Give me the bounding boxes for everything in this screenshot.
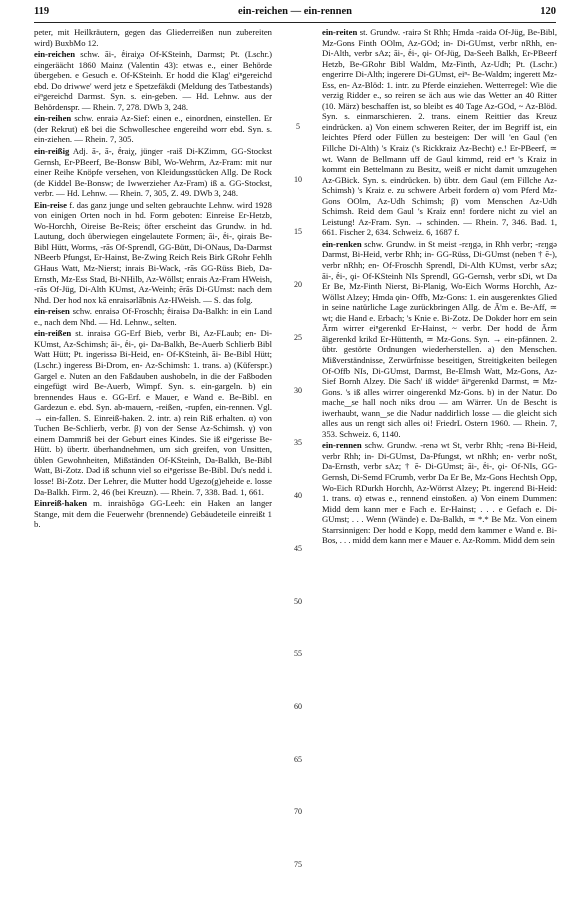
line-number (285, 407, 311, 418)
line-number (285, 101, 311, 112)
line-number (285, 533, 311, 544)
line-number (285, 586, 311, 597)
line-number (285, 312, 311, 323)
line-number (285, 449, 311, 460)
line-number (285, 839, 311, 850)
entry-headword: ein-reißig (34, 146, 70, 157)
line-number: 40 (294, 491, 302, 501)
entry-headword: ein-rennen (322, 440, 362, 451)
line-number (285, 322, 311, 333)
entry-headword: ein-reiten (322, 27, 358, 37)
line-number (285, 871, 311, 882)
line-number (285, 48, 311, 59)
entry-headword: ein-renken (322, 238, 362, 249)
line-number (285, 797, 311, 808)
running-title: ein-reichen — ein-rennen (238, 6, 352, 17)
line-number (285, 734, 311, 745)
dictionary-entry (34, 498, 272, 530)
line-number (285, 196, 311, 207)
line-number (285, 301, 311, 312)
line-number (285, 132, 311, 143)
entry-headword: Einreiß-haken (34, 498, 88, 509)
dictionary-entry (34, 49, 272, 112)
dictionary-entry (34, 27, 272, 48)
entry-text: schw. enraiə Az-Sief: einen e., einordnen, einstellen. Er (der Rekrut) eß bei die Schwolleschee engereihd worr ebd. Syn. s. ein-ziehen. — Rhein. 7, 305. (34, 113, 272, 145)
line-number: 20 (294, 280, 302, 290)
entry-text: peter, mit Heilkräutern, gegen das Gliederreißen nun zubereiten wird) BuxbMo 12. (34, 27, 272, 48)
right-column (322, 27, 557, 546)
line-number (285, 618, 311, 629)
line-number (285, 850, 311, 861)
line-number (285, 217, 311, 228)
line-number (285, 59, 311, 70)
line-number (285, 660, 311, 671)
line-number: 50 (294, 596, 302, 606)
line-number (285, 554, 311, 565)
line-number (285, 291, 311, 302)
line-number (285, 892, 311, 903)
line-number (285, 818, 311, 829)
line-number-gutter (285, 27, 311, 913)
line-number (285, 512, 311, 523)
line-number (285, 681, 311, 692)
dictionary-entry (34, 200, 272, 305)
line-number: 5 (296, 121, 300, 131)
line-number (285, 428, 311, 439)
line-number: 55 (294, 649, 302, 659)
dictionary-entry (34, 306, 272, 327)
dictionary-entry (34, 146, 272, 199)
line-number (285, 723, 311, 734)
entry-headword: ein-reichen (34, 49, 76, 60)
line-number: 65 (294, 754, 302, 764)
line-number (285, 670, 311, 681)
entry-headword: ein-reisen (34, 306, 70, 317)
line-number (285, 481, 311, 492)
line-number: 15 (294, 227, 302, 237)
line-number (285, 565, 311, 576)
line-number (285, 38, 311, 49)
entry-headword: Ein-reise (34, 199, 67, 210)
line-number (285, 80, 311, 91)
line-number (285, 713, 311, 724)
line-number (285, 502, 311, 513)
line-number (285, 575, 311, 586)
line-number (285, 206, 311, 217)
line-number: 75 (294, 860, 302, 870)
line-number (285, 343, 311, 354)
line-number (285, 238, 311, 249)
dictionary-entry (322, 440, 557, 545)
entry-headword: ein-reißen (34, 328, 72, 339)
line-number: 25 (294, 332, 302, 342)
line-number (285, 829, 311, 840)
left-page-number: 119 (34, 6, 50, 17)
left-column (34, 27, 272, 530)
entry-text: m. inraishōgə GG-Leeh: ein Haken an langer Stange, mit dem die Feuerwehr (brennende) Gebäudeteile einreißt 1 b. (34, 498, 272, 530)
line-number (285, 523, 311, 534)
line-number (285, 765, 311, 776)
line-number: 70 (294, 807, 302, 817)
line-number (285, 902, 311, 913)
line-number (285, 786, 311, 797)
line-number (285, 470, 311, 481)
entry-text: f. das ganz junge und selten gebrauchte Lehnw. wird 1928 von einigen Orten noch in hd. Form geboten: Einreise Er-Hetzb, Wo-Horchh, Oireise Be-Reis; öfter erscheint das Grundw. in hd. Lautung, doch überwiegen eingelautete Formen; āi-, ḗi-, ǫirais Be-Bibl Hütt, Worms, -rās Of-Sprendl, GG-Bütt, Di-ONaus, Da-Darmst NBeerb Pfungst, Er-Hainst, Be-Zwing Reich Reis Birk GRohr Fehlh GHaus Watt, Mz-Nierst; inrais Bi-Wack, -rās GG-Rüss Bieb, Da-Ernsth, Mz-Ess Stad, Bi-NHilb, Az-Wöllst; enrais Az-Fram HWeish, -rās Of-Jüg, Di-Alth KUmst, Az-Weinh; ērās Di-GUmst: nach dem Nhd. Der hod nox kā enraisərlā̈bnis Az-HWeish. — S. das folg. (34, 199, 272, 305)
line-number (285, 396, 311, 407)
entry-text: schw. Grundw. -renə wt St, verbr Rhh; -renə Bi-Heid, verbr Rhh; in- Di-GUmst, Da-Pfungst, wt nRhh; en- verbr noSt, Da-Ernsth, verbr sAz; † ē- Di-GUmst; āi-, ḗi-, ǫi- Of-NIs, GG-Gernsh, Di-Semd FCrumb, verbr Da Er Be, Mz-Gons Hechtsh Opp, Wo-Eich RDurkh Horchh, Az-Wörrst Alzey; Pt. ingerɛnd Bi-Heid: 1. trans. α) etwas e., rennend einstoßen. a) Von einem Dummen: Midd dem kann mer e Fach e. Er-Hainst; . . . e Gefach e. Di-GUmst; . . . Wenn (Wände) e. Da-Balkh, ≃ *.* Be Mz. Von einem Starrsinnigen: Der hodd e Kopp, medd dem kammer e Wand e. Bi-Bos, . . . midd dem kann mer e Mauer e. Az-Romm. Midd dem sein (322, 440, 557, 546)
entry-text: st. Grundw. -rairə St Rhh; Hmda -raidə Of-Jüg, Be-Bibl, Mz-Gons Finth OOlm, Az-GOd; in- Di-GUmst, verbr nRhh, en- Di-Alth, verbr sAz; āi-, ḗi-, ǫi- Of-Jüg, Da-Seeh Balkh, Er-PBeerf Hetzb, Be-GRohr Bibl Waldm, Mz-Finth, Az-Udh; Pt. (Lschr.) engerirre Di-Alth; ingerere Di-GUmst, eiⁿ- Be-Waldm; ingerett Mz-Ess, en- Az-Blöd: 1. intr. zu Pferde einziehen. Wetterregel: Wie die verzig Ridder e., so reiren se äch aus wie das Wetter an 40 Ritter (10. März) beschaffen ist, so bleibt es 40 Tage Az-GOd, ~ Az-Blöd. Syn. s. einmarschieren. 2. trans. einem Reittier das Kreuz eindrücken. a) Von einem schweren Reiter, der im Begriff ist, ein leichtes Pferd oder Füllen zu besteigen: Der will 'en Gaul ('en Fillche Di-Alth) 's Kraiz ('s Rickkraiz Az-Becht) e.! Er-PBeerf, ≃ wt. Wann de Bellmann uff de Gaul kimmd, reid erⁿ 's Kraiz in kommt ein Bettelmann zu Besitz, weiß er nicht damit umzugehen Az-GBick. Syn. s. eindrücken. b) übtr. dem Gaul (em Fillche Az-Schimsh) 's Kraiz e. zu schwere Arbeit fordern α) vom Pferd Mz-Gons OOlm, Az-Udh Schimsh; β) vom Menschen Az-Udh Schimsh. Reid dem Gaul 's Kraiz enn! fordere nicht zu viel an Leistung! Az-Fram. Syn. → schinden. — Rhein. 7, 346. Bad. 1, 661. Fischer 2, 634. Schweiz. 6, 1687 f. (322, 27, 557, 238)
line-number (285, 628, 311, 639)
entry-text: schw. āi-, ḗiraiχə Of-KSteinh, Darmst; Pt. (Lschr.) eingeräächt 1860 Mainz (Valentin 43): etwas e., einer Behörde übergeben. e Gesuch e. Of-KSteinh. Er hodd die Klag' eiⁿgereichd ebd. Do driwwe' werd jetz e Spetzefäkdi (Meldung des Tatbestands) eiⁿgereichd Darmst. Syn. s. ein-geben. — Hd. Lehnw. aus der Behördenspr. — Rhein. 7, 278. DWb 3, 248. (34, 49, 272, 112)
line-number (285, 164, 311, 175)
line-number (285, 111, 311, 122)
line-number (285, 69, 311, 80)
entry-text: st. inraisə GG-Erf Bieb, verbr Bi, Az-FLaub; en- Di-KUmst, Az-Schimsh; āi-, ḗi-, ǫi- Da-Balkh, Be-Auerb Schlierb Bibl Watt Hütt; Pt. ingerissə Bi-Heid, en- Of-KSteinh, āi- Be-Bibl Hütt; (Lschr.) ingeress Bi-Drom, en- Az-Schimsh: 1. trans. a) (Küferspr.) Gargel e. Nuten an den Faßdauben aushobeln, in die der Faßboden eingefügt wird Be-Auerb, Wimpf. Syn. s. ein-gargeln. b) ein brennendes Haus e. GG-Erf. e Mauer, e Wand e. Be-Bibl. en Gardezun e. ebd. Syn. ab-mauern, -reißen, -rupfen, ein-rennen. Vgl. → ein-fallen. S. Einreiß-haken. 2. intr. a) rein Riß erhalten. α) von Tuchen Be-Schlierb, verbr. β) von der Sense Az-Schimsh. γ) von einem Dammriß bei der Geburt eines Kindes. Sie iß eiⁿgerisse Be-Hütt. b) übertr. überhandnehmen, um sich greifen, von Unsitten, üblen Gewohnheiten, Mißständen Of-KSteinh, Da-Balkh, Be-Bibl Watt, Bi-Zotz. Dəd iß schunn viel so eiⁿgerisse Be-Bibl. Du's nedd i. losse! Bi-Zotz. Der Lehrer, die Mutter hodd Ugezo(g)eheide e. losse Da-Balkh. Firm. 2, 46 (bei Kreuzn). — Rhein. 7, 338. Bad. 1, 661. (34, 328, 272, 497)
line-number (285, 365, 311, 376)
line-number (285, 375, 311, 386)
line-number (285, 27, 311, 38)
line-number: 10 (294, 174, 302, 184)
line-number (285, 459, 311, 470)
line-number (285, 881, 311, 892)
right-page-number: 120 (540, 6, 556, 17)
dictionary-entry (322, 27, 557, 238)
line-number (285, 354, 311, 365)
entry-text: schw. Grundw. in St meist -rɛŋgə, in Rhh verbr; -rɛŋgə Darmst, Bi-Heid, verbr Rhh; in- GG-Rüss, Di-GUmst (neben † ē-), verbr nRhh; en- Of-Froschh Sprendl, Di-Alth KUmst, verbr sAz; āi-, ḗi-, ǫi- Of-KSteinh NIs Sprendl, GG-Gernsh, verbr sDi, wt Da Er Be, Mz-Finth Nierst, Bi-Planig, Wo-Eich Worms Horchh, Az-Wöllst Alzey; Hmda ǫin- Offb, Mz-Gons: 1. ein ausgerenktes Glied in seine natürliche Lage zurückbringen Allg. de Ā'm e. Be-Aff, ≃ wt; die Hand e. Erbach; 's Knie e. Bi-Zotz. De Dokder horr em sein Ārm wirrer eiⁿgerenkd Er-Hainst, ~ verbr. Der hodd de Ārm ā̈igerenkd krikd Er-Hüttenth, ≃ Mz-Gons. Syn. → ein-pfännen. 2. übtr. gestörte Ordnungen wiederherstellen. a) den Menschen. Mißverständnisse, Zerwürfnisse beseitigen, Streitigkeiten beilegen Of-Offb NIs, Di-GUmst, Darmst, Be-Elmsh Watt, Mz-Gons, Az-Sief Bornh Alzey. Die Sach' iß widdeᵉ āiⁿgerenkd Darmst, ≃ Mz-Gons. 's iß alles wirrer oingerenkd Mz-Gons. b) in der Natur. Do mache‿se hall noch niks drou — am Wärrer. Un de Bescht is iwerhaubt, wann‿se die Nadur naddirlich losse — die gleicht sich alles aus un rengt sich alles oi! FriedrL Ostern 1960. — Rhein. 7, 353. Schweiz. 6, 1140. (322, 238, 557, 439)
line-number (285, 776, 311, 787)
line-number (285, 259, 311, 270)
line-number (285, 417, 311, 428)
line-number: 60 (294, 702, 302, 711)
dictionary-entry (322, 239, 557, 439)
line-number (285, 691, 311, 702)
entry-text: schw. enraisə Of-Froschh; ḗiraisə Da-Balkh: in ein Land e., nach dem Nhd. — Hd. Lehnw., selten. (34, 306, 272, 327)
line-number (285, 185, 311, 196)
entry-headword: ein-reihen (34, 113, 72, 124)
line-number (285, 90, 311, 101)
line-number (285, 270, 311, 281)
line-number (285, 607, 311, 618)
line-number (285, 154, 311, 165)
line-number (285, 744, 311, 755)
line-number (285, 639, 311, 650)
dictionary-entry (34, 328, 272, 497)
line-number: 45 (294, 543, 302, 553)
page-header (34, 6, 556, 23)
line-number: 35 (294, 438, 302, 448)
entry-text: Adj. ā-, ā-, ḗraiχ, jünger -raiš Di-KZimm, GG-Stockst Gernsh, Er-PBeerf, Be-Bonsw Bibl, Wo-Wehrm, Az-Fram: mit nur einer Reihe Knöpfe versehen, von Kleidungsstücken Allg. De Rock (de Kiddel Be-Bonsw; de Iwwerzieher Az-Fram) iß a. GG-Stockst, verbr. — Hd. Lehnw. — Rhein. 7, 305, Z. 49. DWb 3, 248. (34, 146, 272, 199)
line-number (285, 248, 311, 259)
line-number: 30 (294, 385, 302, 395)
line-number (285, 143, 311, 154)
dictionary-entry (34, 113, 272, 145)
